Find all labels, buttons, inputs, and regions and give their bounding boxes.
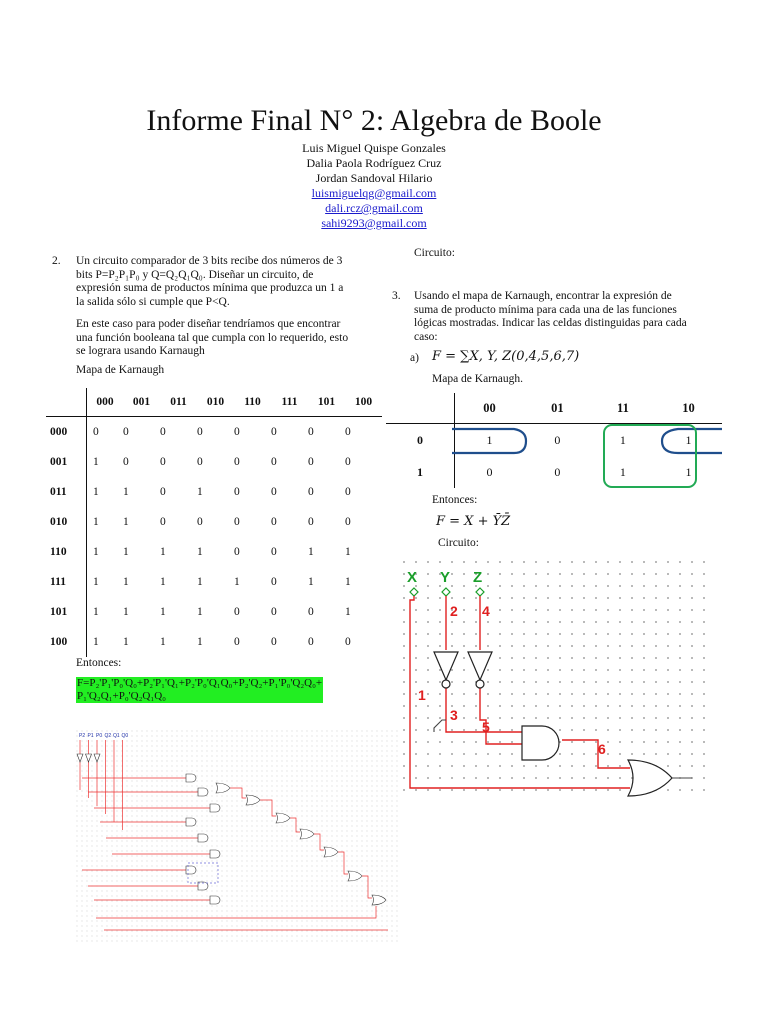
kmap-cell: 0 [271,516,277,528]
kmap-cell: 0 [234,486,240,498]
q2-paragraph [76,318,376,359]
kmap-row-header: 110 [50,546,67,558]
kmap-cell: 0 [271,426,277,438]
kmap-row-header: 001 [50,456,68,468]
q2-equation-line-2: P₁'Q₂Q₁+P₀'Q₂Q₁Q₀ [77,690,166,702]
and-gate-small [198,834,208,842]
kmap-row-header: 000 [50,426,68,438]
kmap-cell: 0 [308,426,314,438]
kmap-row [46,447,382,477]
kmap2-cell: 1 [619,432,626,447]
kmap-cell: 0 [271,636,277,648]
kmap-cell: 0 [123,456,129,468]
kmap-cell: 0 [308,516,314,528]
wire-label-5: 5 [482,719,490,735]
kmap-row [46,477,382,507]
not-gate-z-bubble [476,680,484,688]
q2-line-1: Un circuito comparador de 3 bits recibe dos números de 3 [76,255,343,267]
function-a: F = ∑X, Y, Z(0,4,5,6,7) [432,349,580,364]
q3-line-3: lógicas mostradas. Indicar las celdas distinguidas para cada [414,317,687,330]
author-2: Dalia Paola Rodríguez Cruz [306,156,442,170]
circuit-input-label: Q2 [104,733,112,739]
circuit-input-label: P0 [96,733,103,739]
author-1: Luis Miguel Quispe Gonzales [302,141,446,155]
kmap2-cell: 0 [554,432,561,447]
kmap-cell: 0 [123,426,129,438]
wire-label-4: 4 [482,603,490,619]
kmap-cell: 1 [197,636,203,648]
kmap-col-header: 011 [160,388,197,417]
kmap-cell: 0 [234,516,240,528]
kmap-cell: 0 [345,636,351,648]
q2-equation [76,677,323,704]
result-circuit-diagram [402,560,714,800]
kmap-cell: 1 [197,486,203,498]
kmap-corner [46,388,87,417]
group-blue-right [662,429,722,453]
grid-background-large [402,560,714,800]
kmap-cell: 0 [234,606,240,618]
kmap-cell: 1 [123,486,129,498]
wire-label-6: 6 [598,741,606,757]
input-label-z: Z [473,569,483,586]
q2-equation-line-1: F=P₂'P₁'P₀'Q₀+P₂'P₁'Q₁+P₂'P₀'Q₁Q₀+P₂'Q₂+P₁'P₀'Q₂Q₀+ [77,677,323,689]
kmap-cell: 0 [308,606,314,618]
kmap-cell: 0 [234,546,240,558]
kmap-cell: 0 [234,426,240,438]
input-label-x: X [407,569,418,586]
q3-result: F = X + ȲZ̄ [436,514,511,529]
q2-entonces: Entonces: [76,657,122,669]
q2-line-4: la salida sólo si cumple que P<Q. [76,295,230,308]
circuit-input-label: P1 [87,733,94,739]
kmap-row [46,597,382,627]
kmap2-col-header: 10 [655,393,722,424]
kmap-cell: 0 [160,516,166,528]
kmap-cell: 1 [87,627,124,657]
kmap-row [46,417,382,448]
and-gate-small [198,788,208,796]
kmap2-col-header: 00 [455,393,524,424]
and-gate-small [210,896,220,904]
input-label-y: Y [440,569,451,586]
kmap-col-header: 101 [308,388,345,417]
kmap-cell: 1 [308,546,314,558]
kmap-cell: 0 [271,456,277,468]
karnaugh-map-3bit [46,388,382,657]
kmap-cell: 0 [345,486,351,498]
kmap-cell: 1 [160,546,166,558]
kmap-cell: 1 [345,546,351,558]
kmap-col-header: 100 [345,388,382,417]
kmap-col-header: 001 [123,388,160,417]
q3-line-4: caso: [414,330,438,343]
q3-line-2: suma de producto mínima para cada una de las funciones [414,303,677,316]
kmap-cell: 0 [160,426,166,438]
kmap-cell: 1 [123,576,129,588]
kmap-cell: 0 [345,426,351,438]
kmap-row [46,507,382,537]
page-title: Informe Final N° 2: Algebra de Boole [146,104,602,137]
kmap2-cell: 1 [455,424,524,457]
kmap-row-header: 111 [50,576,66,588]
and-gate-small [186,774,196,782]
kmap-cell: 0 [308,636,314,648]
kmap2-row-header: 1 [417,464,423,479]
kmap-cell: 0 [308,486,314,498]
kmap-row [46,627,382,657]
kmap-cell: 1 [87,477,124,507]
kmap-col-header: 111 [271,388,308,417]
and-gate-small [210,850,220,858]
kmap2-row-header: 0 [417,432,423,447]
q2-para-line-1: En este caso para poder diseñar tendríamos que encontrar [76,318,341,330]
kmap-cell: 1 [87,447,124,477]
kmap-cell: 0 [308,456,314,468]
not-gate-y-bubble [442,680,450,688]
kmap-cell: 1 [197,606,203,618]
q2-line-2: bits P=P₂P₁P₀ y Q=Q₂Q₁Q₀. Diseñar un circuito, de [76,268,314,281]
kmap-cell: 1 [234,576,240,588]
kmap-cell: 0 [197,516,203,528]
kmap-cell: 0 [345,516,351,528]
and-gate[interactable] [522,726,559,760]
circuit-input-label: Q1 [113,733,120,739]
kmap-groupings [386,393,722,495]
kmap2-cell: 1 [685,464,692,479]
kmap-cell: 0 [234,636,240,648]
kmap-cell: 0 [271,486,277,498]
q2-para-line-3: se lograra usando Karnaugh [76,345,205,358]
kmap-cell: 0 [87,417,124,448]
kmap-cell: 1 [345,576,351,588]
kmap-cell: 0 [271,576,277,588]
question-2-text [76,255,376,309]
kmap-col-header: 110 [234,388,271,417]
kmap-cell: 1 [87,567,124,597]
kmap2-col-header: 11 [591,393,655,424]
and-gate-small [186,818,196,826]
and-gate-small [210,804,220,812]
kmap2-cell: 0 [554,464,561,479]
kmap-cell: 1 [87,537,124,567]
kmap-cell: 1 [123,516,129,528]
kmap-cell: 0 [271,606,277,618]
kmap-cell: 0 [160,486,166,498]
q3-circuito: Circuito: [438,537,479,549]
kmap-row-header: 011 [50,486,67,498]
kmap-cell: 0 [345,456,351,468]
kmap-row [46,537,382,567]
wire-label-3: 3 [450,707,458,723]
kmap-cell: 1 [197,576,203,588]
kmap-cell: 1 [197,546,203,558]
kmap-row [46,567,382,597]
email-link-3[interactable]: sahi9293@gmail.com [321,216,427,230]
kmap-cell: 1 [87,507,124,537]
kmap2-col-header: 01 [524,393,591,424]
kmap-cell: 1 [160,636,166,648]
kmap2-cell: 1 [619,464,626,479]
kmap-cell: 0 [160,456,166,468]
karnaugh-map-3var [386,393,722,495]
wire-label-2: 2 [450,603,458,619]
and-gate-small [186,866,196,874]
q2-para-line-2: una función booleana tal que cumpla con lo requerido, esto [76,331,349,344]
kmap2-cell: 1 [685,432,692,447]
q2-line-3: expresión suma de productos mínima que produzca un 1 a [76,282,344,295]
group-green [604,425,696,487]
kmap-col-header: 000 [87,388,124,417]
email-link-2[interactable]: dali.rcz@gmail.com [325,201,423,215]
question-3-text [414,290,734,344]
q3-kmap-label: Mapa de Karnaugh. [432,373,524,385]
grid-background [76,730,400,944]
q3-line-1: Usando el mapa de Karnaugh, encontrar la expresión de [414,290,672,302]
kmap-cell: 1 [123,546,129,558]
q3-entonces: Entonces: [432,494,478,506]
circuit-input-label: Q0 [121,733,129,739]
kmap2-cell: 0 [455,456,524,488]
kmap-cell: 1 [123,636,129,648]
kmap-cell: 1 [160,606,166,618]
question-number-3: 3. [392,290,401,302]
kmap-cell: 1 [308,576,314,588]
kmap-cell: 1 [160,576,166,588]
email-link-1[interactable]: luismiguelqg@gmail.com [311,186,437,200]
kmap-cell: 1 [345,606,351,618]
kmap-cell: 0 [197,426,203,438]
circuit-input-label: P2 [79,733,86,739]
circuito-label-top: Circuito: [414,247,455,259]
wire-label-1: 1 [418,687,426,703]
kmap-row-header: 010 [50,516,68,528]
kmap-cell: 0 [234,456,240,468]
kmap-row-header: 101 [50,606,68,618]
kmap-cell: 1 [87,597,124,627]
q2-kmap-label: Mapa de Karnaugh [76,364,165,376]
kmap-row-header: 100 [50,636,68,648]
question-number-2: 2. [52,255,61,267]
kmap-cell: 0 [271,546,277,558]
kmap-cell: 1 [123,606,129,618]
comparator-circuit-diagram [76,730,400,944]
group-blue-left [452,429,526,453]
author-3: Jordan Sandoval Hilario [315,171,433,185]
kmap-col-header: 010 [197,388,234,417]
kmap-cell: 0 [197,456,203,468]
item-a-marker: a) [410,352,419,364]
